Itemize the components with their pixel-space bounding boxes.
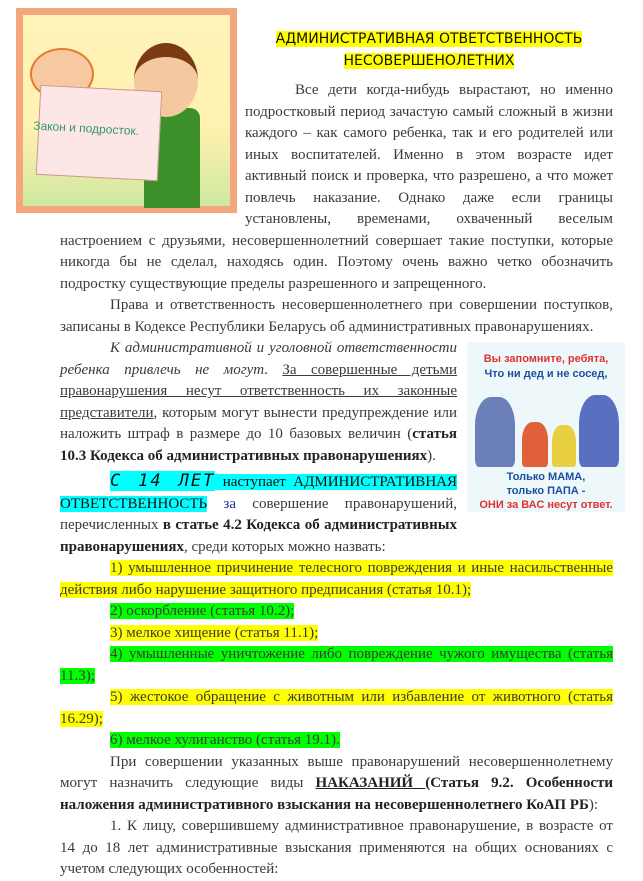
text: ). xyxy=(427,447,436,464)
image-caption: Закон и подросток. xyxy=(32,118,140,139)
rule-1-paragraph: 1. К лицу, совершившему административное правонарушение, в возрасте от 14 до 18 лет административные взыскания применяются на общих основаниях с учетом следующих особенностей: xyxy=(60,818,613,877)
offense-item xyxy=(60,558,613,601)
text: При совершении указанных выше правонарушений несовершеннолетнему могут назначить следующие виды xyxy=(60,753,613,791)
text: , среди которых можно назвать: xyxy=(184,538,386,555)
bold-reference: статья 10.3 Кодекса об административных правонарушениях xyxy=(60,426,457,464)
grandpa-figure xyxy=(475,397,515,467)
offense-text: 4) умышленные уничтожение либо повреждение чужого имущества (статья 11.3); xyxy=(60,646,613,684)
text: ): xyxy=(588,796,599,813)
document-page xyxy=(32,8,613,881)
poem-line-3: Только МАМА, xyxy=(506,471,586,483)
poem-line-4: только ПАПА - xyxy=(506,485,586,497)
rights-paragraph: Права и ответственность несовершеннолетнего при совершении поступков, записаны в Кодексе Республики Беларусь об административных правонарушениях. xyxy=(60,297,613,335)
grandma-figure xyxy=(579,395,619,467)
highlighted-text: наступает АДМИНИСТРАТИВНАЯ ОТВЕТСТВЕННОСТЬ xyxy=(60,474,457,512)
offense-item xyxy=(60,687,613,730)
offense-item xyxy=(60,623,613,645)
title-line-1: АДМИНИСТРАТИВНАЯ ОТВЕТСТВЕННОСТЬ xyxy=(275,31,583,47)
child-figure xyxy=(552,425,576,467)
offense-text: 3) мелкое хищение (статья 11.1); xyxy=(110,624,319,641)
intro-paragraph: Все дети когда-нибудь вырастают, но именно подростковый период зачастую самый сложный в жизни каждого – как самого ребенка, так и его родителей или иных воспитателей. Именно в этом возрасте идет активный поиск и проверка, что разрешено, а что может повлечь наказание. Однако даже если границы установлены, временами, охваченный веселым настроением с друзьями, несовершеннолетний совершает такие поступки, которые никогда бы не сделал, находясь один. Поэтому очень важно четко обозначить подростку существующие пределы разрешенного и запрещенного. xyxy=(60,82,613,292)
offense-text: 5) жестокое обращение с животным или избавление от животного (статья 16.29); xyxy=(60,689,613,727)
parents-responsibility-illustration xyxy=(467,342,625,512)
text: за xyxy=(207,495,236,512)
offense-text: 6) мелкое хулиганство (статья 19.1). xyxy=(110,732,340,748)
poem-line-1: Вы запомните, ребята, xyxy=(483,353,609,365)
bold-reference: (Статья 9.2. Особенности наложения административного взыскания на несовершеннолетнего КоАП РБ xyxy=(60,775,613,813)
italic-text: К административной и уголовной ответственности ребенка привлечь не могут xyxy=(60,340,457,378)
poem-line-5: ОНИ за ВАС несут ответ. xyxy=(479,499,613,511)
poem-line-2: Что ни дед и не сосед, xyxy=(484,368,608,380)
child-figure xyxy=(522,422,548,467)
offense-item xyxy=(60,644,613,687)
age-highlight: С 14 ЛЕТ xyxy=(110,471,216,491)
sign-board xyxy=(32,85,163,181)
text: , которым могут вынести предупреждение или наложить штраф в размере до 10 базовых величин ( xyxy=(60,404,457,442)
title-line-2: НЕСОВЕРШЕНОЛЕТНИХ xyxy=(343,53,515,69)
text: . xyxy=(264,361,283,378)
punishments-heading: НАКАЗАНИЙ xyxy=(315,775,426,791)
offense-list xyxy=(60,558,613,752)
underlined-text: За совершенные детьми правонарушения несут ответственность их законные представители xyxy=(60,361,458,421)
offense-text: 2) оскорбление (статья 10.2); xyxy=(110,603,295,619)
offense-text: 1) умышленное причинение телесного повреждения и иные насильственные действия либо нарушение защитного предписания (статья 10.1); xyxy=(60,560,613,598)
law-and-teen-illustration xyxy=(16,8,237,213)
offense-item xyxy=(60,730,613,752)
punishment-paragraph xyxy=(60,752,613,817)
offense-item xyxy=(60,601,613,623)
bold-reference: в статье 4.2 Кодекса об административных правонарушениях xyxy=(60,517,457,555)
text: совершение правонарушений, перечисленных xyxy=(60,495,457,533)
